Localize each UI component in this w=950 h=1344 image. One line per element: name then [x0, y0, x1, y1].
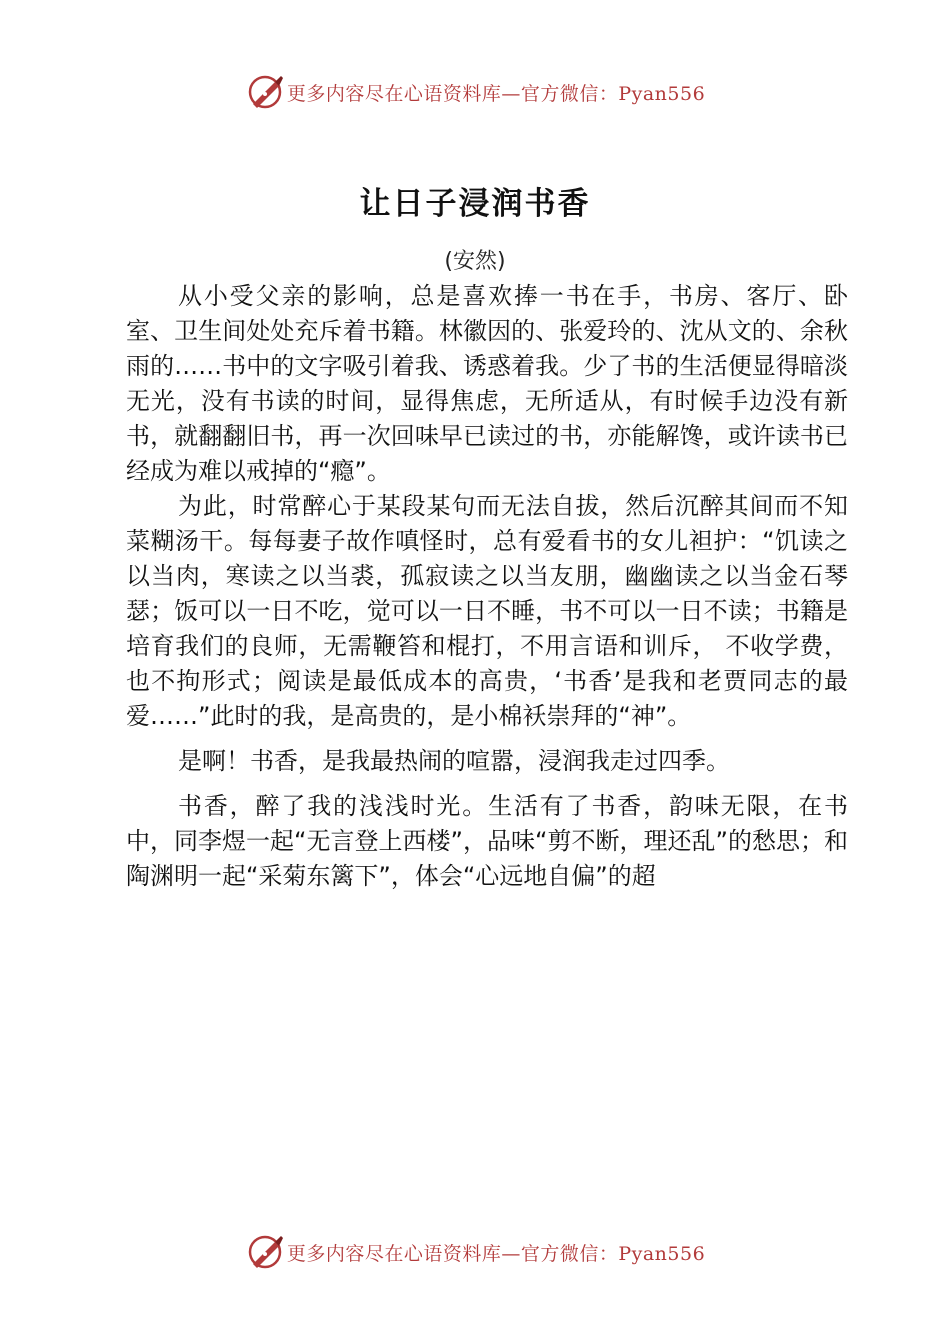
footer-banner-text: 更多内容尽在心语资料库—官方微信：Pyan556	[286, 1242, 706, 1265]
fountain-pen-logo-icon	[245, 1232, 285, 1272]
header-banner	[0, 70, 950, 114]
article-title: 让日子浸润书香	[359, 186, 591, 222]
article-paragraph: 为此，时常醉心于某段某句而无法自拔，然后沉醉其间而不知菜糊汤干。每每妻子故作嗔怪时，总有爱看书的女儿袒护：“饥读之以当肉，寒读之以当裘，孤寂读之以当友朋，幽幽读之以当金石琴瑟；饭可以一日不吃，觉可以一日不睡，书不可以一日不读；书籍是培育我们的良师，无需鞭笞和棍打，不用言语和训斥， 不收学费，也不拘形式；阅读是最低成本的高贵，‘书香’是我和老贾同志的最爱……”此时的我，是高贵的，是小棉袄崇拜的“神”。	[126, 492, 848, 730]
footer-banner	[0, 1230, 950, 1274]
article-paragraph: 是啊！书香，是我最热闹的喧嚣，浸润我走过四季。	[178, 747, 730, 775]
article-body	[126, 279, 848, 894]
fountain-pen-logo-icon	[245, 72, 285, 112]
header-banner-text: 更多内容尽在心语资料库—官方微信：Pyan556	[286, 82, 706, 105]
article-paragraph: 书香，醉了我的浅浅时光。生活有了书香，韵味无限，在书中，同李煜一起“无言登上西楼”，品味“剪不断，理还乱”的愁思；和陶渊明一起“采菊东篱下”，体会“心远地自偏”的超	[126, 792, 848, 890]
article-author: (安然)	[444, 249, 506, 274]
article-paragraph: 从小受父亲的影响，总是喜欢捧一书在手，书房、客厅、卧室、卫生间处处充斥着书籍。林徽因的、张爱玲的、沈从文的、余秋雨的……书中的文字吸引着我、诱惑着我。少了书的生活便显得暗淡无光，没有书读的时间，显得焦虑，无所适从，有时候手边没有新书，就翻翻旧书，再一次回味早已读过的书，亦能解馋，或许读书已经成为难以戒掉的“瘾”。	[126, 282, 848, 485]
